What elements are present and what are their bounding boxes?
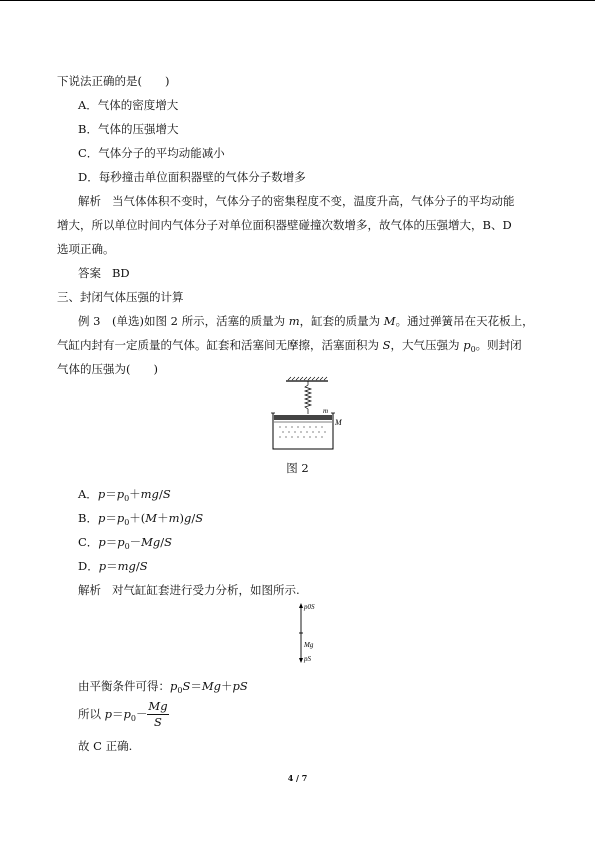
analysis-2-line xyxy=(78,583,300,597)
option-c: C．气体分子的平均动能减小 xyxy=(78,146,225,160)
force-bottom-label: pS xyxy=(304,655,311,663)
figure-2-label-M: M xyxy=(335,418,342,427)
answer-label: 答案 xyxy=(78,266,101,280)
analysis-1-line3: 选项正确。 xyxy=(57,242,115,256)
analysis-label: 解析 xyxy=(78,194,101,208)
option-2-c: C．$p=p_0-Mg/S$ xyxy=(78,535,173,551)
page-top-rule xyxy=(0,0,595,1)
figure-2-label-m: m xyxy=(323,407,329,415)
example-3-line3: 气体的压强为( ) xyxy=(57,362,158,376)
option-2-a: A．$p=p_0+mg/S$ xyxy=(78,487,171,503)
conclusion: 故 C 正确. xyxy=(78,739,133,753)
analysis-text: 当气体体积不变时，气体分子的密集程度不变，温度升高，气体分子的平均动能 xyxy=(111,194,515,208)
option-b: B．气体的压强增大 xyxy=(78,122,179,136)
example-3-line1: 例 3 (单选)如图 2 所示，活塞的质量为 m，缸套的质量为 M。通过弹簧吊在天花板上， xyxy=(78,314,534,328)
option-d: D．每秒撞击单位面积器壁的气体分子数增多 xyxy=(78,170,306,184)
example-3-line2: 气缸内封有一定质量的气体。缸套和活塞间无摩擦，活塞面积为 S，大气压强为 $p_0$。则封闭 xyxy=(57,338,522,354)
page-number: 4 / 7 xyxy=(287,773,308,783)
option-2-b: B．$p=p_0+(M+m)g/S$ xyxy=(78,511,204,527)
force-mid-label: Mg xyxy=(304,641,314,649)
analysis-1-line1 xyxy=(78,194,514,208)
equilibrium-line: 由平衡条件可得：$p_0S=Mg+pS$ xyxy=(78,679,248,695)
force-diagram xyxy=(294,600,334,666)
force-top-label: p0S xyxy=(304,603,315,611)
result-fraction xyxy=(147,700,169,729)
option-a: A．气体的密度增大 xyxy=(78,98,179,112)
answer-line xyxy=(78,266,130,280)
figure-2-cylinder-diagram xyxy=(268,376,348,456)
question-tail: 下说法正确的是( ) xyxy=(57,74,170,88)
section-heading: 三、封闭气体压强的计算 xyxy=(57,290,184,304)
figure-2-caption: 图 2 xyxy=(286,461,309,475)
fraction-numerator: Mg xyxy=(148,699,168,713)
option-2-d: D．p＝mg/S xyxy=(78,559,148,573)
answer-value: BD xyxy=(111,266,130,280)
analysis-2-text: 对气缸缸套进行受力分析，如图所示. xyxy=(111,583,300,597)
analysis-1-line2: 增大，所以单位时间内气体分子对单位面积器壁碰撞次数增多，故气体的压强增大，B、D xyxy=(57,218,512,232)
analysis-2-label: 解析 xyxy=(78,583,101,597)
result-line: 所以 $p=p_0-$ xyxy=(78,707,148,723)
fraction-denominator: S xyxy=(154,715,162,729)
